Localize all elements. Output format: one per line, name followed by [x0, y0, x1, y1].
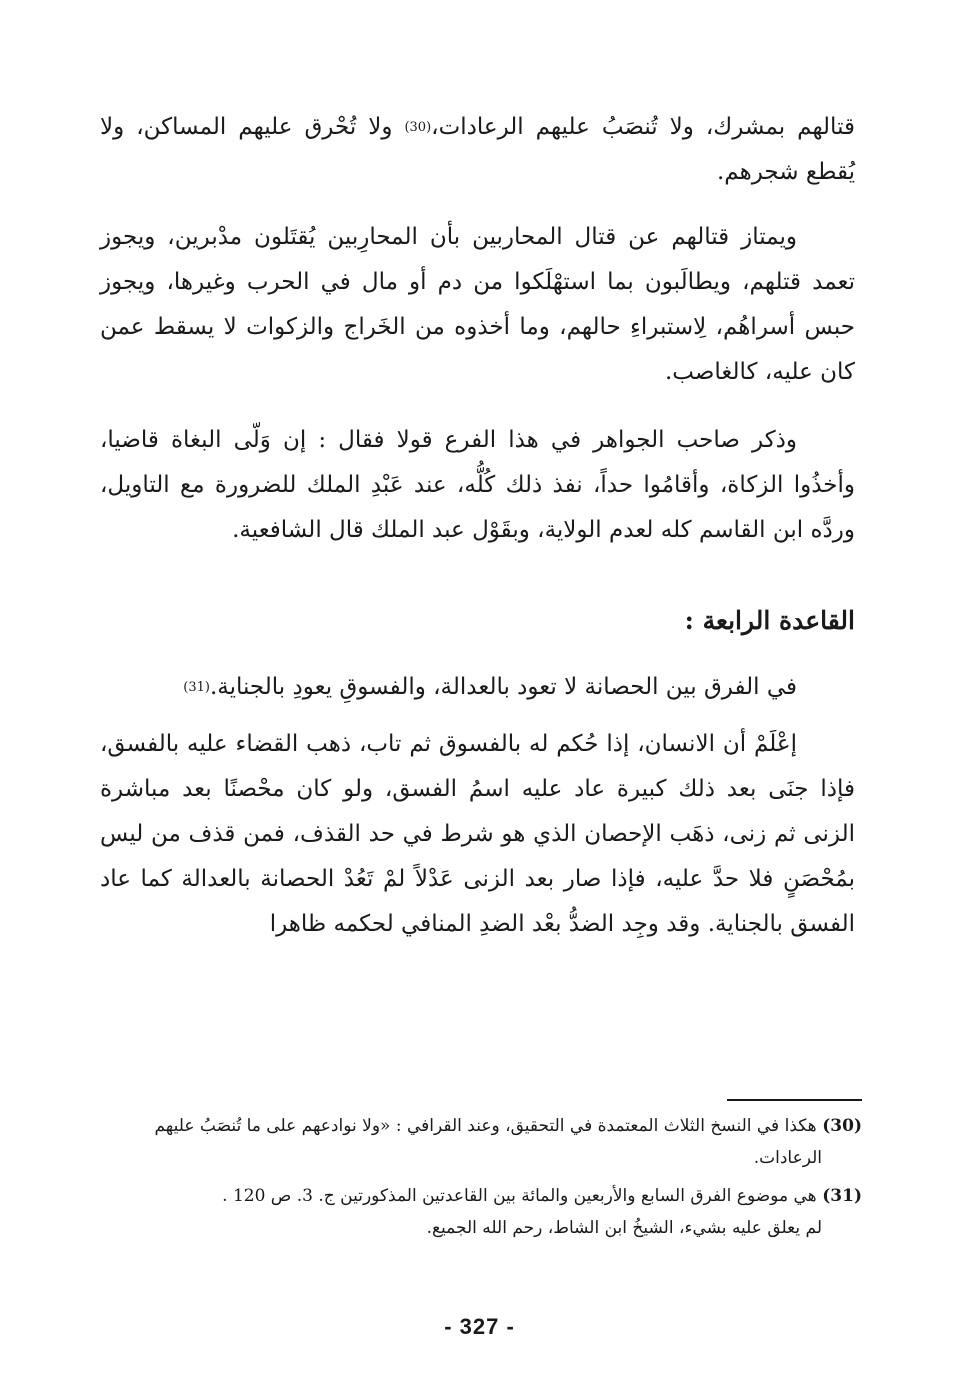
- section-heading: القاعدة الرابعة :: [684, 606, 855, 635]
- footnote-reference-30: (30): [404, 120, 432, 135]
- footnotes-section: [110, 1110, 862, 1250]
- paragraph-4-text: في الفرق بين الحصانة لا تعود بالعدالة، والفسوقِ يعودِ بالجناية.: [209, 674, 797, 700]
- paragraph-1-text-start: قتالهم بمشرك، ولا تُنصَبُ عليهم الرعادات،: [431, 114, 856, 140]
- body-paragraph-3: [100, 418, 855, 553]
- footnote-30: [110, 1110, 862, 1174]
- body-paragraph-2: [100, 215, 855, 395]
- footnote-number: (31): [822, 1186, 862, 1206]
- footnote-31: [110, 1180, 862, 1244]
- footnote-text-continued: الرعادات.: [753, 1148, 822, 1168]
- page-number: - 327 -: [444, 1314, 515, 1339]
- paragraph-2-text: ويمتاز قتالهم عن قتال المحاربين بأن المحارِبين يُقتَلون مدْبرين، ويجوز تعمد قتلهم، ويطالَبون بما استهْلَكوا من دم أو مال في الحرب وغيرها، ويجوز حبس أسراهُم، لِاستبراءِ حالهم، وما أخذوه من الخَراج والزكوات لا يسقط عمن كان عليه، كالغاصب.: [100, 224, 855, 385]
- body-paragraph-5: [100, 722, 855, 947]
- paragraph-1-text-end: ولا تُحْرق عليهم المساكن، ولا يُقطع شجرهم.: [100, 114, 855, 185]
- footnote-text-continued: لم يعلق عليه بشيء، الشيخُ ابن الشاط، رحم الله الجميع.: [426, 1218, 822, 1238]
- footnote-number: (30): [822, 1116, 862, 1136]
- footnote-text: هي موضوع الفرق السابع والأربعين والمائة بين القاعدتين المذكورتين ج. 3. ص 120 .: [222, 1186, 817, 1206]
- body-paragraph-1: [100, 105, 855, 195]
- body-paragraph-4: [100, 665, 855, 710]
- paragraph-3-text: وذكر صاحب الجواهر في هذا الفرع قولا فقال : إن وَلّى البغاة قاضيا، وأخذُوا الزكاة، وأقامُوا حداً، نفذ ذلك كُلُّه، عند عَبْدِ الملك للضرورة مع التاويل، وردَّه ابن القاسم كله لعدم الولاية، وبقَوْل عبد الملك قال الشافعية.: [100, 427, 855, 543]
- footnote-text: هكذا في النسخ الثلاث المعتمدة في التحقيق، وعند القرافي : «ولا نوادعهم على ما تُنصَبُ عليهم: [154, 1116, 817, 1136]
- footnote-divider: [727, 1099, 862, 1101]
- paragraph-5-text: إعْلَمْ أن الانسان، إذا حُكم له بالفسوق ثم تاب، ذهب القضاء عليه بالفسق، فإذا جنَى بعد ذلك كبيرة عاد عليه اسمُ الفسق، ولو كان محْصنًا بعد مباشرة الزنى ثم زنى، ذهَب الإحصان الذي هو شرط في حد القذف، فمن قذف من ليس بمُحْصَنٍ فلا حدَّ عليه، فإذا صار بعد الزنى عَدْلاً لمْ تَعُدْ الحصانة بالعدالة كما عاد الفسق بالجناية. وقد وجِد الضدُّ بعْد الضدِ المنافي لحكمه ظاهرا: [100, 731, 855, 937]
- footnote-reference-31: (31): [183, 680, 210, 695]
